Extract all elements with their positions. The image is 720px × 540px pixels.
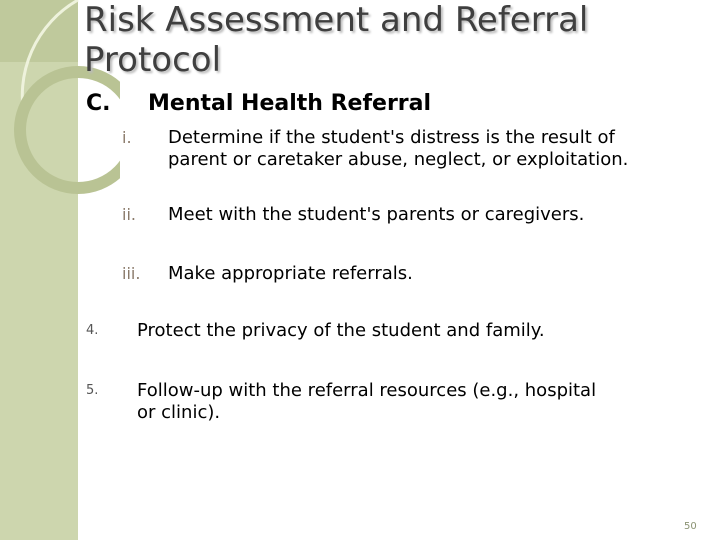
title-line-2: Protocol [84,40,222,80]
subitem-text: Make appropriate referrals. [168,263,413,284]
item-text: Protect the privacy of the student and family. [137,320,545,341]
item-num: 4. [86,323,99,338]
subitem-text: Meet with the student's parents or caregivers. [168,204,585,225]
item-text: Follow-up with the referral resources (e.g., hospital or clinic). [137,380,597,423]
decorative-side-band [0,0,78,540]
section-letter: C. [86,91,111,116]
slide-title [84,0,588,80]
subitem-text: Determine if the student's distress is the result of parent or caretaker abuse, neglect, or exploitation. [168,127,629,170]
section-heading: Mental Health Referral [148,91,432,116]
subitem-num: iii. [122,264,141,283]
subitem-num: ii. [122,205,136,224]
item-num: 5. [86,383,99,398]
title-line-1: Risk Assessment and Referral [84,0,589,40]
page-number: 50 [684,521,697,532]
subitem-num: i. [122,128,132,147]
